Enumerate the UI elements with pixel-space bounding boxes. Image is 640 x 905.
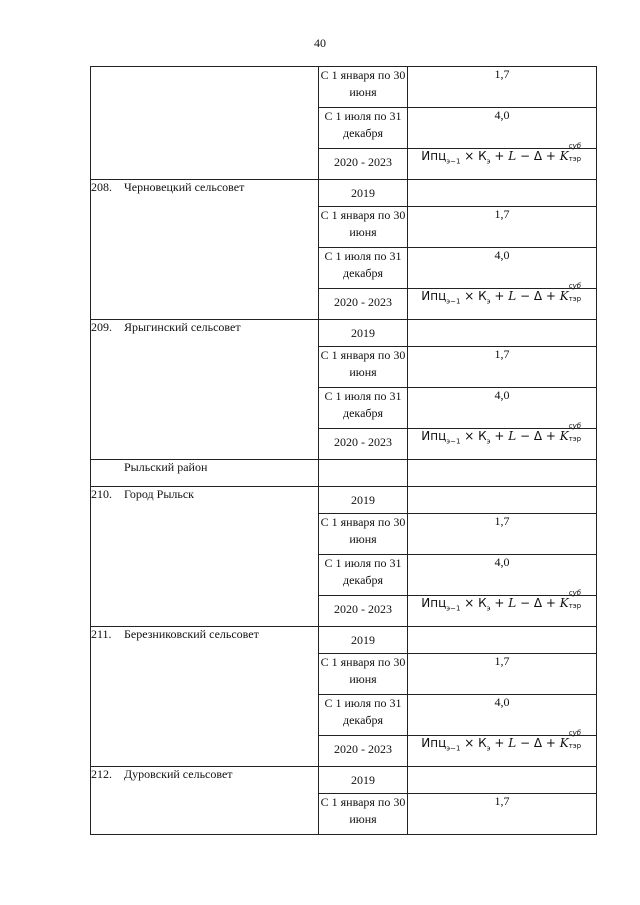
value-cell: 4,0 bbox=[408, 555, 597, 596]
period-cell: 2020 - 2023 bbox=[319, 596, 408, 627]
formula-K-sub: тэр bbox=[568, 155, 582, 163]
formula-K-letter: K bbox=[559, 736, 569, 750]
formula-K bbox=[559, 282, 583, 303]
formula-cell bbox=[408, 422, 597, 460]
value-cell bbox=[408, 460, 597, 487]
formula-lead: Ипц bbox=[421, 429, 447, 443]
formula-minus: − Δ + bbox=[516, 149, 560, 163]
period-cell: 2019 bbox=[319, 627, 408, 654]
table-row bbox=[91, 767, 597, 794]
municipality-name: Березниковский сельсовет bbox=[124, 627, 259, 641]
period-cell: С 1 июля по 31 декабря bbox=[319, 388, 408, 429]
period-cell: 2020 - 2023 bbox=[319, 149, 408, 180]
formula-K-sup: суб bbox=[568, 729, 582, 737]
formula-times: × К bbox=[460, 149, 487, 163]
formula-plus: + bbox=[490, 429, 509, 443]
formula-K bbox=[559, 422, 583, 443]
formula-k-sub: э bbox=[486, 604, 491, 613]
formula-cell bbox=[408, 729, 597, 767]
municipality-cell bbox=[91, 320, 319, 460]
row-number: 211. bbox=[91, 627, 112, 641]
period-cell: 2020 - 2023 bbox=[319, 289, 408, 320]
municipality-cell bbox=[91, 627, 319, 767]
formula-plus: + bbox=[490, 289, 509, 303]
formula-K-sup: суб bbox=[568, 282, 582, 290]
table-row bbox=[91, 180, 597, 207]
formula-lead-sub: э−1 bbox=[446, 744, 461, 753]
table-row bbox=[91, 320, 597, 347]
municipality-cell bbox=[91, 487, 319, 627]
formula-cell bbox=[408, 282, 597, 320]
value-cell: 1,7 bbox=[408, 794, 597, 835]
row-number: 210. bbox=[91, 487, 112, 501]
formula-K-letter: K bbox=[559, 596, 569, 610]
value-cell bbox=[408, 487, 597, 514]
value-cell bbox=[408, 627, 597, 654]
formula-lead: Ипц bbox=[421, 149, 447, 163]
period-cell: 2019 bbox=[319, 320, 408, 347]
period-cell bbox=[319, 460, 408, 487]
formula-K-sup: суб bbox=[568, 589, 582, 597]
formula-times: × К bbox=[460, 289, 487, 303]
municipality-name: Дуровский сельсовет bbox=[124, 767, 233, 781]
formula-minus: − Δ + bbox=[516, 736, 560, 750]
table-row bbox=[91, 487, 597, 514]
municipality-name: Город Рыльск bbox=[124, 487, 194, 501]
formula-lead: Ипц bbox=[421, 736, 447, 750]
formula-plus: + bbox=[490, 596, 509, 610]
formula-cell bbox=[408, 142, 597, 180]
formula-K-letter: K bbox=[559, 289, 569, 303]
formula-lead: Ипц bbox=[421, 596, 447, 610]
table-row bbox=[91, 627, 597, 654]
municipality-cell bbox=[91, 67, 319, 180]
district-row bbox=[91, 460, 597, 487]
formula-k-sub: э bbox=[486, 744, 491, 753]
formula-L: L bbox=[508, 596, 517, 610]
tariff-table bbox=[90, 66, 597, 835]
formula-lead-sub: э−1 bbox=[446, 297, 461, 306]
formula-lead-sub: э−1 bbox=[446, 604, 461, 613]
period-cell: С 1 января по 30 июня bbox=[319, 514, 408, 555]
period-cell: С 1 января по 30 июня bbox=[319, 347, 408, 388]
value-cell bbox=[408, 320, 597, 347]
page-number: 40 bbox=[314, 36, 326, 50]
value-cell: 1,7 bbox=[408, 67, 597, 108]
value-cell: 1,7 bbox=[408, 347, 597, 388]
period-cell: С 1 июля по 31 декабря bbox=[319, 248, 408, 289]
period-cell: С 1 января по 30 июня bbox=[319, 207, 408, 248]
district-name: Рыльский район bbox=[124, 460, 208, 474]
period-cell: С 1 января по 30 июня bbox=[319, 67, 408, 108]
value-cell: 4,0 bbox=[408, 695, 597, 736]
formula-K bbox=[559, 589, 583, 610]
district-cell bbox=[91, 460, 319, 487]
municipality-name: Черновецкий сельсовет bbox=[124, 180, 245, 194]
value-cell bbox=[408, 180, 597, 207]
period-cell: 2019 bbox=[319, 767, 408, 794]
formula-K bbox=[559, 142, 583, 163]
formula-lead: Ипц bbox=[421, 289, 447, 303]
table-row bbox=[91, 67, 597, 108]
formula-plus: + bbox=[490, 736, 509, 750]
value-cell: 1,7 bbox=[408, 514, 597, 555]
formula-K-sub: тэр bbox=[568, 435, 582, 443]
formula-times: × К bbox=[460, 596, 487, 610]
value-cell bbox=[408, 767, 597, 794]
formula-lead-sub: э−1 bbox=[446, 157, 461, 166]
row-number: 209. bbox=[91, 320, 112, 334]
period-cell: 2019 bbox=[319, 180, 408, 207]
formula-k-sub: э bbox=[486, 437, 491, 446]
municipality-cell bbox=[91, 180, 319, 320]
value-cell: 1,7 bbox=[408, 207, 597, 248]
period-cell: 2019 bbox=[319, 487, 408, 514]
period-cell: С 1 января по 30 июня bbox=[319, 794, 408, 835]
formula-K-sub: тэр bbox=[568, 742, 582, 750]
period-cell: С 1 января по 30 июня bbox=[319, 654, 408, 695]
formula-lead-sub: э−1 bbox=[446, 437, 461, 446]
municipality-name: Ярыгинский сельсовет bbox=[124, 320, 241, 334]
formula-L: L bbox=[508, 736, 517, 750]
period-cell: 2020 - 2023 bbox=[319, 429, 408, 460]
value-cell: 4,0 bbox=[408, 388, 597, 429]
period-cell: С 1 июля по 31 декабря bbox=[319, 555, 408, 596]
formula-minus: − Δ + bbox=[516, 429, 560, 443]
formula-k-sub: э bbox=[486, 297, 491, 306]
row-number: 212. bbox=[91, 767, 112, 781]
period-cell: 2020 - 2023 bbox=[319, 736, 408, 767]
formula-L: L bbox=[508, 429, 517, 443]
formula-K-letter: K bbox=[559, 149, 569, 163]
formula-times: × К bbox=[460, 736, 487, 750]
formula-L: L bbox=[508, 289, 517, 303]
formula-K-sub: тэр bbox=[568, 295, 582, 303]
formula-K-letter: K bbox=[559, 429, 569, 443]
formula-plus: + bbox=[490, 149, 509, 163]
period-cell: С 1 июля по 31 декабря bbox=[319, 108, 408, 149]
formula-K-sup: суб bbox=[568, 142, 582, 150]
municipality-cell bbox=[91, 767, 319, 835]
formula-L: L bbox=[508, 149, 517, 163]
value-cell: 1,7 bbox=[408, 654, 597, 695]
row-number: 208. bbox=[91, 180, 112, 194]
formula-cell bbox=[408, 589, 597, 627]
formula-K-sub: тэр bbox=[568, 602, 582, 610]
formula-k-sub: э bbox=[486, 157, 491, 166]
period-cell: С 1 июля по 31 декабря bbox=[319, 695, 408, 736]
value-cell: 4,0 bbox=[408, 108, 597, 149]
formula-K-sup: суб bbox=[568, 422, 582, 430]
value-cell: 4,0 bbox=[408, 248, 597, 289]
formula-minus: − Δ + bbox=[516, 596, 560, 610]
formula-times: × К bbox=[460, 429, 487, 443]
formula-minus: − Δ + bbox=[516, 289, 560, 303]
formula-K bbox=[559, 729, 583, 750]
